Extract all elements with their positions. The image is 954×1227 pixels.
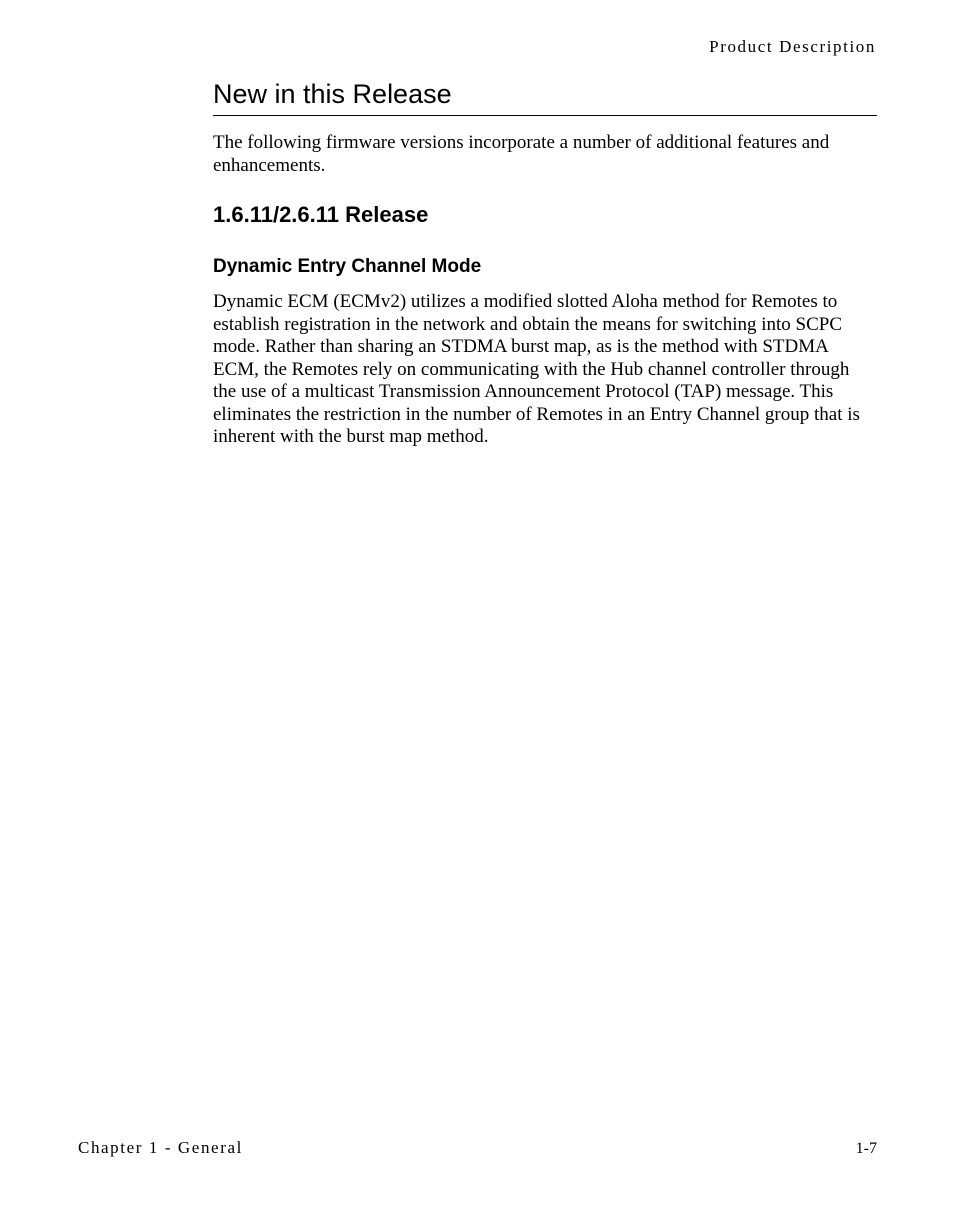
release-heading: 1.6.11/2.6.11 Release: [213, 202, 429, 227]
page-content: [213, 78, 877, 449]
intro-paragraph: The following firmware versions incorporate a number of additional features and enhancements.: [213, 132, 830, 176]
page-number: 1-7: [855, 1140, 877, 1157]
footer-chapter: Chapter 1 - General: [78, 1138, 243, 1157]
topic-paragraph: Dynamic ECM (ECMv2) utilizes a modified slotted Aloha method for Remotes to establish registration in the network and obtain the means for switching into SCPC mode. Rather than sharing an STDMA burst map, as is the method with STDMA ECM, the Remotes rely on communicating with the Hub channel controller through the use of a multicast Transmission Announcement Protocol (TAP) message. This eliminates the restriction in the number of Remotes in an Entry Channel group that is inherent with the burst map method.: [213, 291, 860, 447]
section-title: New in this Release: [213, 78, 877, 116]
running-header: Product Description: [709, 37, 876, 56]
topic-heading: Dynamic Entry Channel Mode: [213, 256, 482, 277]
